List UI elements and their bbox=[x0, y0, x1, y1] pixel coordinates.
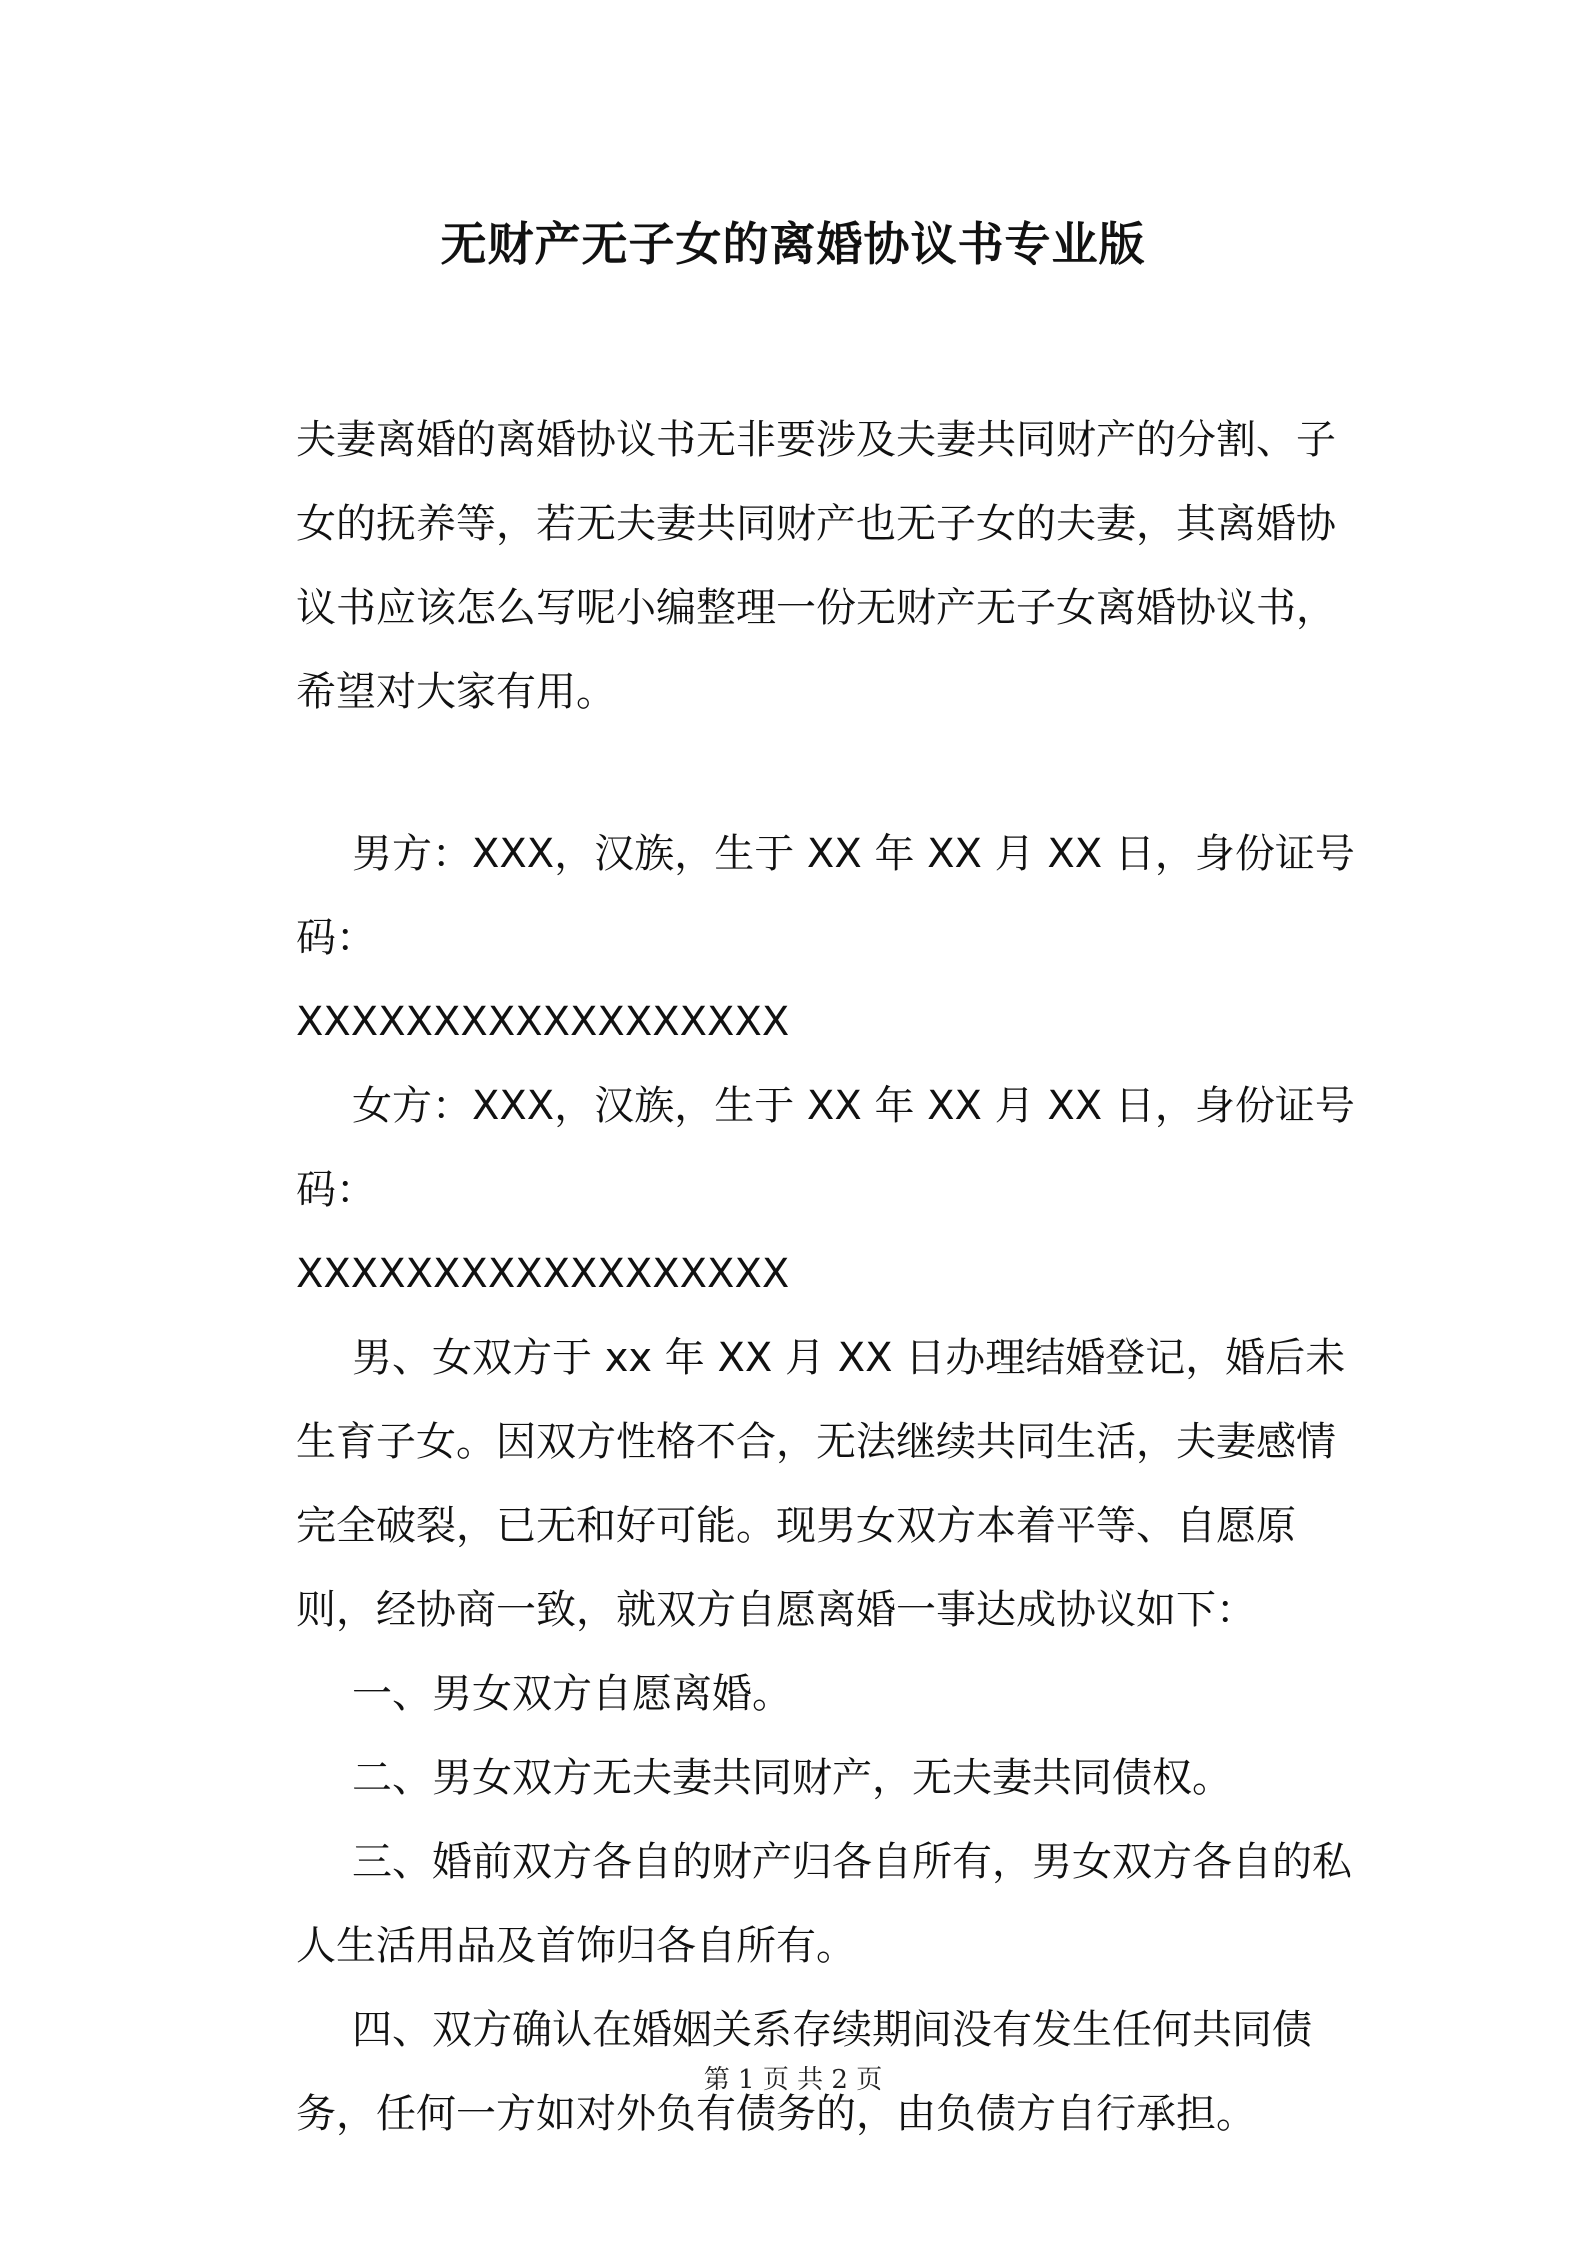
intro-paragraph: 夫妻离婚的离婚协议书无非要涉及夫妻共同财产的分割、子女的抚养等，若无夫妻共同财产也无子女的夫妻，其离婚协议书应该怎么写呢小编整理一份无财产无子女离婚协议书，希望对大家有用。 bbox=[296, 417, 1336, 715]
clause-1: 一、男女双方自愿离婚。 bbox=[352, 1671, 792, 1717]
agreement-body bbox=[296, 812, 1356, 2156]
clause-3: 三、婚前双方各自的财产归各自所有，男女双方各自的私人生活用品及首饰归各自所有。 bbox=[296, 1839, 1352, 1969]
page-number-footer: 第 1 页 共 2 页 bbox=[703, 2065, 883, 2095]
female-party-line: 女方：XXX，汉族，生于 XX 年 XX 月 XX 日，身份证号码： bbox=[296, 1083, 1355, 1213]
clause-4: 四、双方确认在婚姻关系存续期间没有发生任何共同债务，任何一方如对外负有债务的，由负债方自行承担。 bbox=[296, 2007, 1312, 2137]
male-id-number: XXXXXXXXXXXXXXXXXX bbox=[296, 999, 790, 1045]
document-title: 无财产无子女的离婚协议书专业版 bbox=[440, 217, 1146, 271]
male-party-line: 男方：XXX，汉族，生于 XX 年 XX 月 XX 日，身份证号码： bbox=[296, 831, 1355, 961]
preamble-paragraph: 男、女双方于 xx 年 XX 月 XX 日办理结婚登记，婚后未生育子女。因双方性格不合，无法继续共同生活，夫妻感情完全破裂，已无和好可能。现男女双方本着平等、自愿原则，经协商一致，就双方自愿离婚一事达成协议如下： bbox=[296, 1335, 1346, 1633]
intro-section bbox=[296, 398, 1356, 734]
female-id-number: XXXXXXXXXXXXXXXXXX bbox=[296, 1251, 790, 1297]
clause-2: 二、男女双方无夫妻共同财产，无夫妻共同债权。 bbox=[352, 1755, 1232, 1801]
